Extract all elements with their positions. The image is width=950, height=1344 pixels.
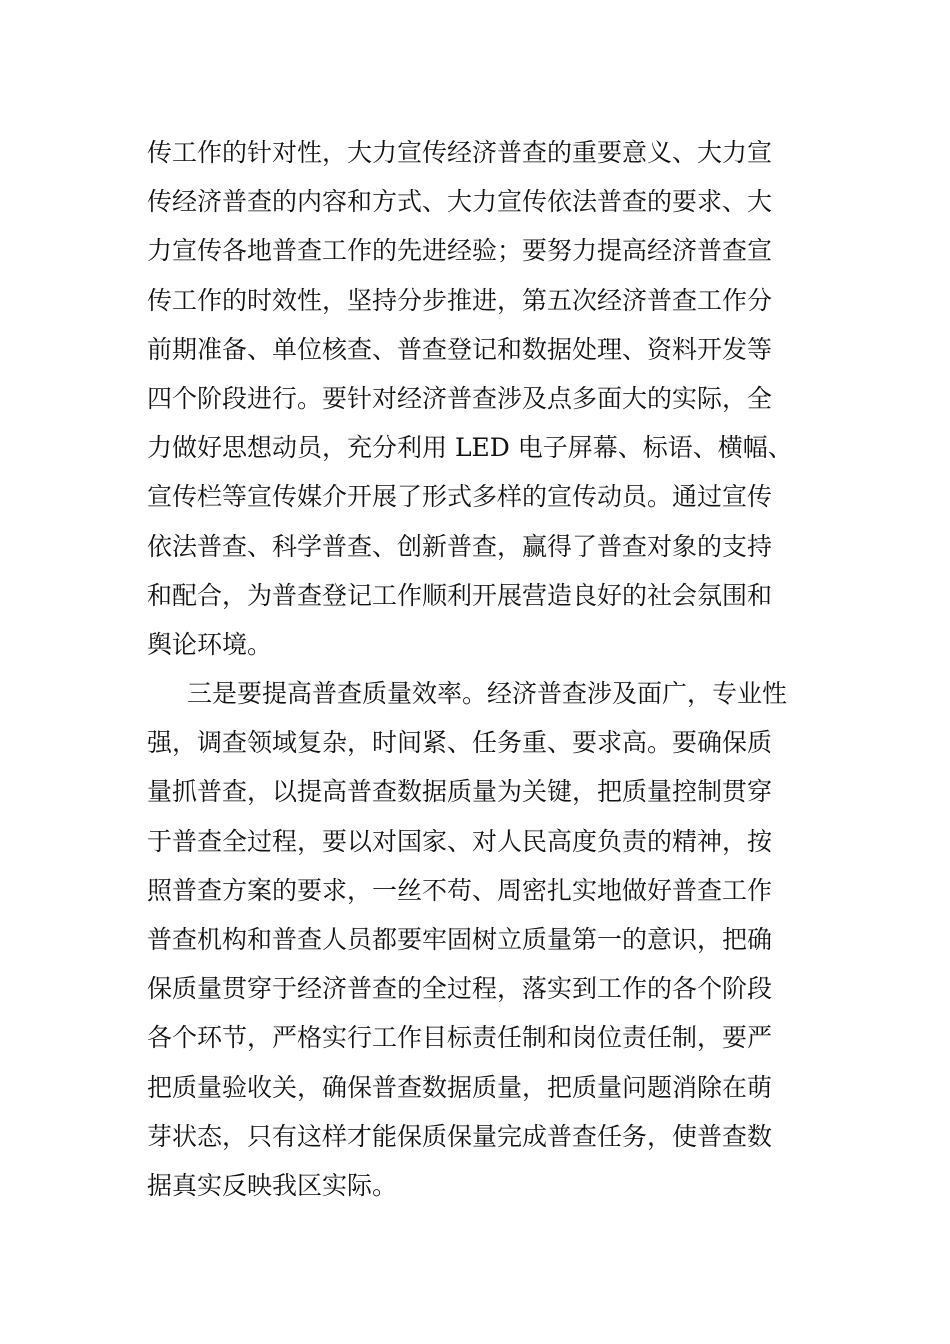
paragraph-line: 传经济普查的内容和方式、大力宣传依法普查的要求、大 (147, 187, 773, 217)
paragraph-line: 保质量贯穿于经济普查的全过程，落实到工作的各个阶段 (147, 974, 773, 1004)
paragraph-line: 量抓普查，以提高普查数据质量为关键，把质量控制贯穿 (147, 777, 773, 807)
paragraph-line: 依法普查、科学普查、创新普查，赢得了普查对象的支持 (147, 531, 773, 561)
paragraph-line: 力宣传各地普查工作的先进经验；要努力提高经济普查宣 (147, 236, 773, 266)
paragraph-line: 舆论环境。 (147, 629, 273, 659)
paragraph-line: 据真实反映我区实际。 (147, 1170, 398, 1200)
paragraph-line: 宣传栏等宣传媒介开展了形式多样的宣传动员。通过宣传 (147, 482, 773, 512)
body-text (147, 128, 817, 1210)
paragraph-line: 强，调查领域复杂，时间紧、任务重、要求高。要确保质 (147, 728, 773, 758)
paragraph-line: 把质量验收关，确保普查数据质量，把质量问题消除在萌 (147, 1072, 773, 1102)
paragraph-line: 传工作的针对性，大力宣传经济普查的重要意义、大力宣 (147, 138, 773, 167)
paragraph-2 (147, 669, 817, 1210)
paragraph-line: 普查机构和普查人员都要牢固树立质量第一的意识，把确 (147, 925, 773, 954)
paragraph-line: 四个阶段进行。要针对经济普查涉及点多面大的实际，全 (147, 383, 773, 413)
paragraph-line: 芽状态，只有这样才能保质保量完成普查任务，使普查数 (147, 1121, 773, 1151)
paragraph-line: 于普查全过程，要以对国家、对人民高度负责的精神，按 (147, 826, 773, 856)
paragraph-line: 力做好思想动员，充分利用 LED 电子屏幕、标语、横幅、 (147, 433, 793, 463)
paragraph-line: 各个环节，严格实行工作目标责任制和岗位责任制，要严 (147, 1023, 773, 1053)
paragraph-line: 前期准备、单位核查、普查登记和数据处理、资料开发等 (147, 334, 773, 364)
paragraph-line: 照普查方案的要求，一丝不苟、周密扎实地做好普查工作 (147, 875, 773, 905)
paragraph-line: 三是要提高普查质量效率。经济普查涉及面广，专业性 (187, 679, 788, 709)
paragraph-line: 和配合，为普查登记工作顺利开展营造良好的社会氛围和 (147, 580, 773, 610)
paragraph-1 (147, 128, 817, 669)
paragraph-line: 传工作的时效性，坚持分步推进，第五次经济普查工作分 (147, 285, 773, 315)
